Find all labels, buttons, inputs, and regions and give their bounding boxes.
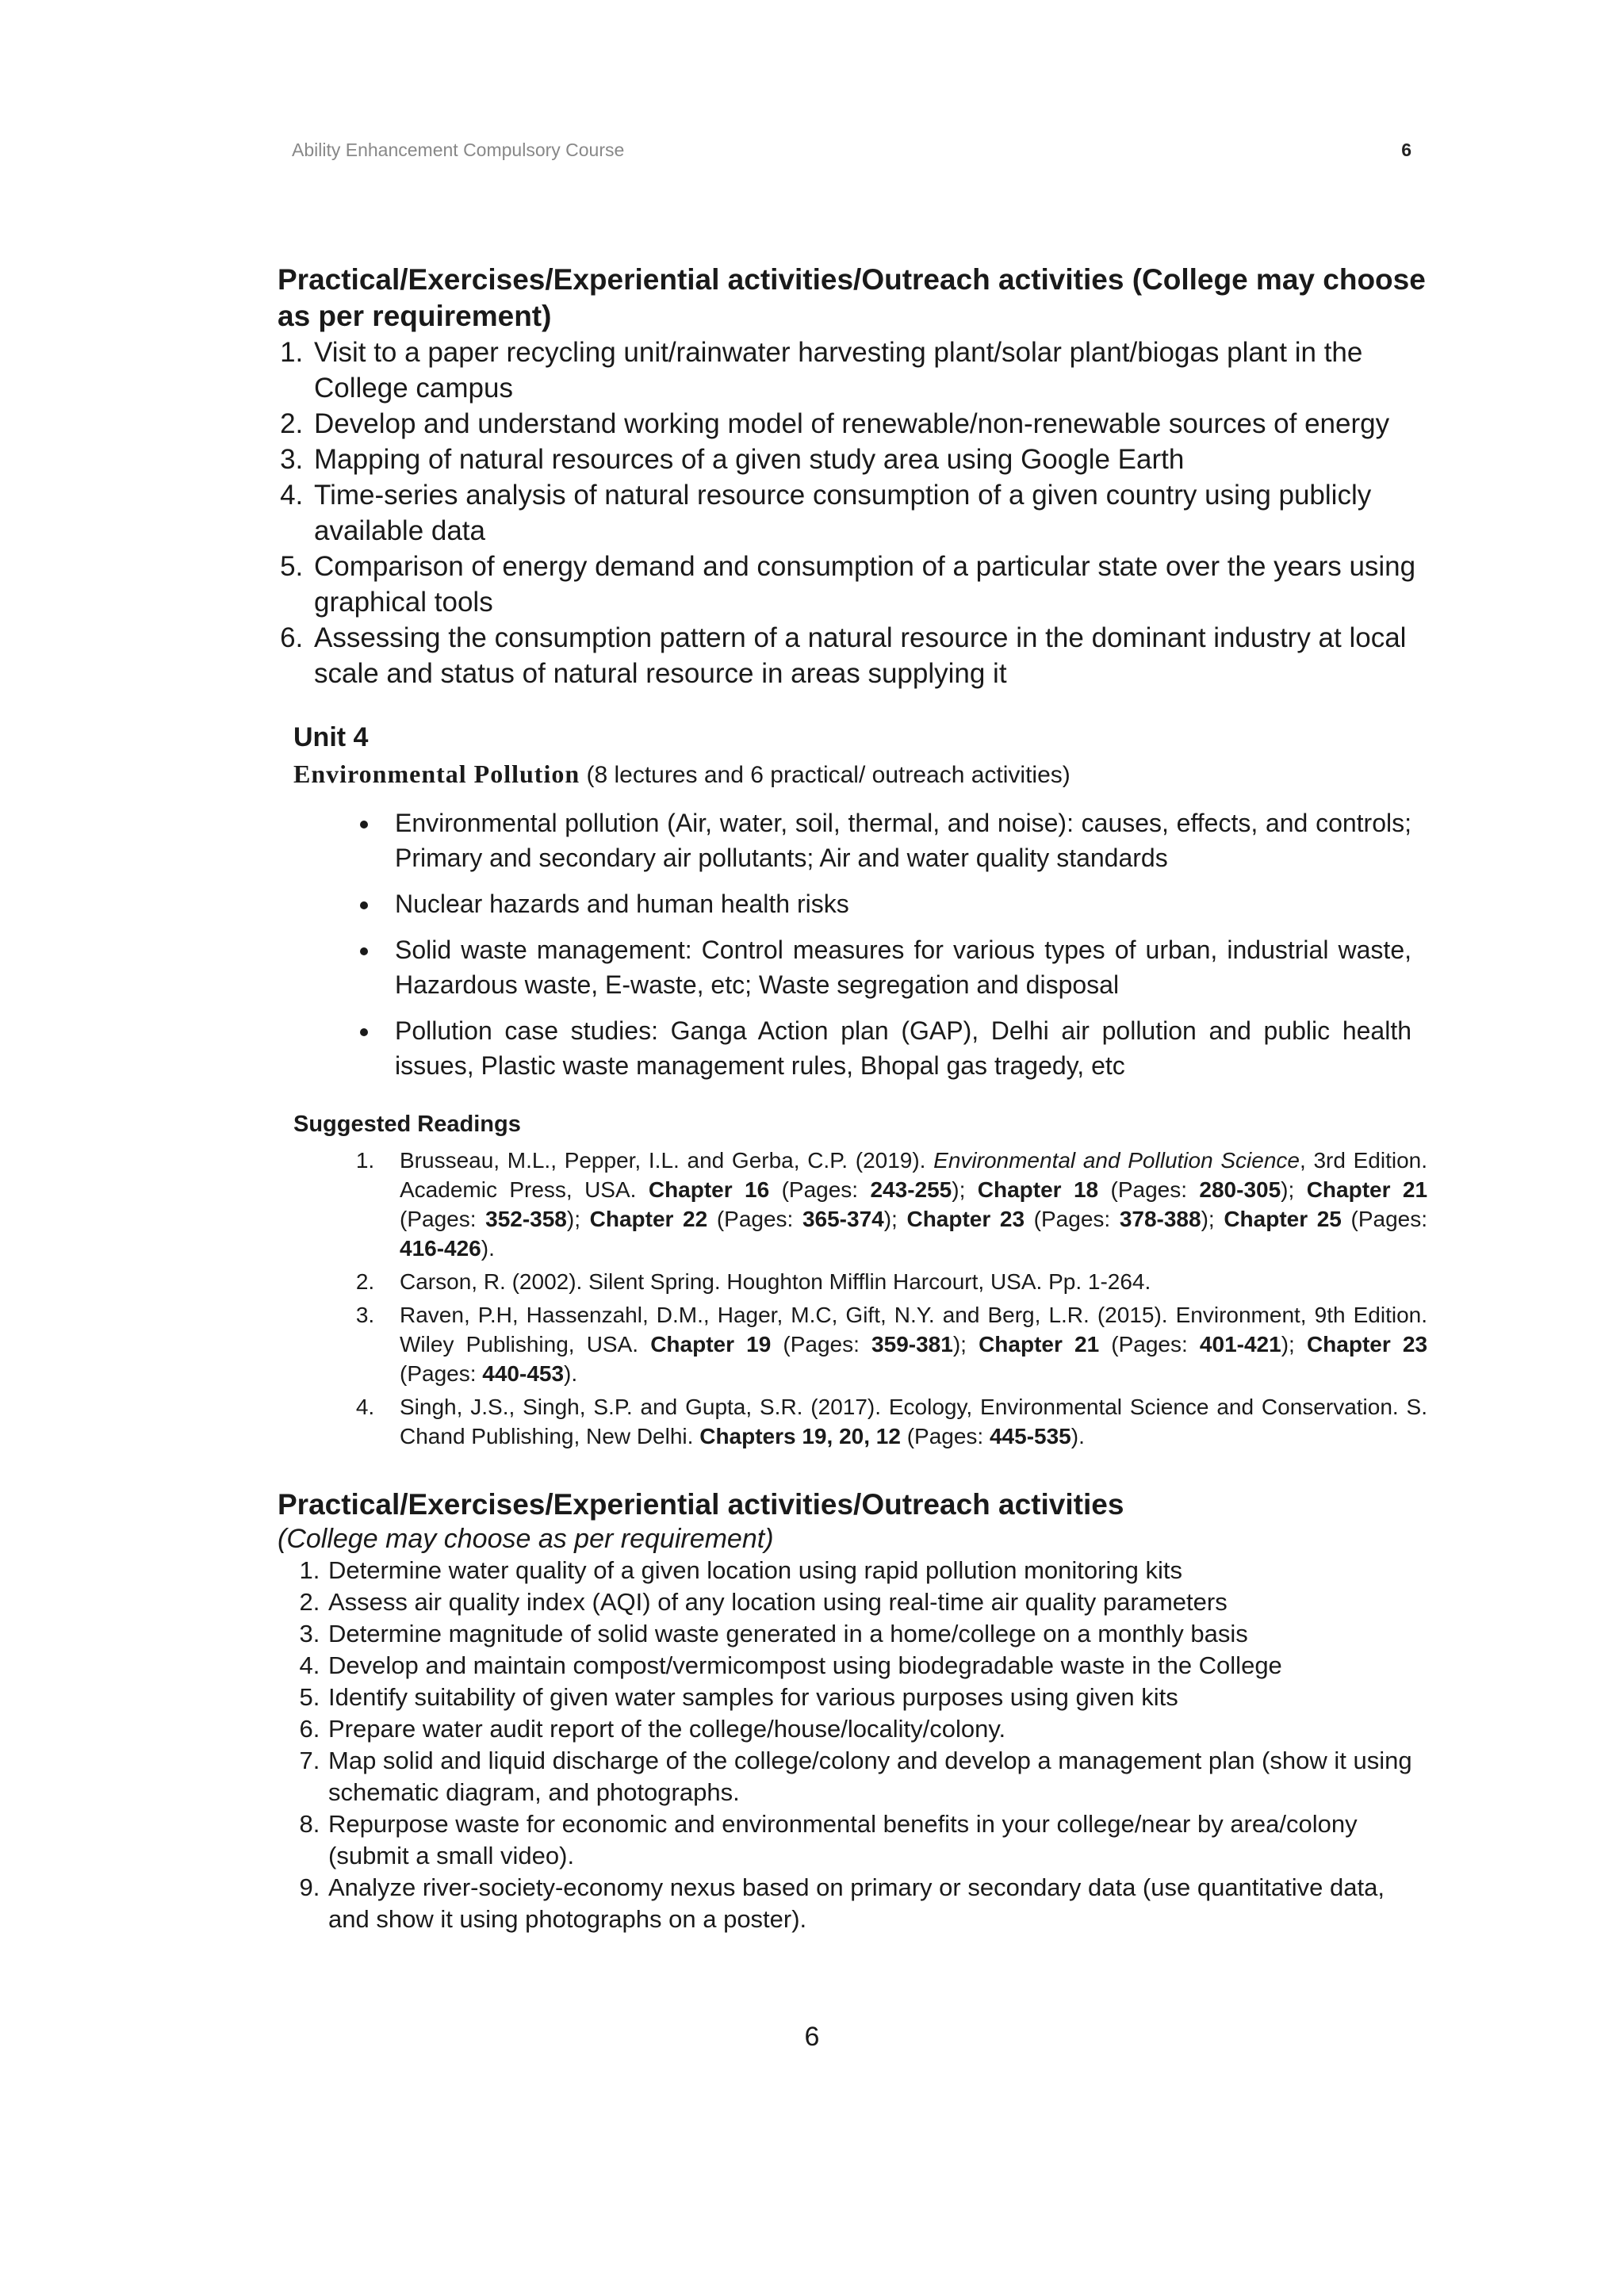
readings-list xyxy=(278,1146,1427,1451)
unit-name: Environmental Pollution xyxy=(293,760,580,788)
unit-title: Unit 4 xyxy=(293,722,369,752)
unit-details: (8 lectures and 6 practical/ outreach activities) xyxy=(586,762,1071,788)
list-item: 3. Determine magnitude of solid waste generated in a home/college on a monthly basis xyxy=(327,1618,1427,1650)
reading-item: 1. Brusseau, M.L., Pepper, I.L. and Gerba, C.P. (2019). Environmental and Pollution Science, 3rd Edition. Academic Press, USA. Chapter 16 (Pages: 243-255); Chapter 18 (Pages: 280-305); Chapter 21 (Pages: 352-358); Chapter 22 (Pages: 365-374); Chapter 23 (Pages: 378-388); Chapter 25 (Pages: 416-426). xyxy=(381,1146,1427,1263)
practical-list-1 xyxy=(278,335,1427,691)
practical-subheading-2: (College may choose as per requirement) xyxy=(278,1524,774,1554)
header-title: Ability Enhancement Compulsory Course xyxy=(292,140,625,160)
footer-page-number: 6 xyxy=(804,2022,820,2052)
list-item: 6. Assessing the consumption pattern of a natural resource in the dominant industry at local scale and status of natural resource in areas supplying it xyxy=(311,620,1427,691)
list-item: 2. Develop and understand working model of renewable/non-renewable sources of energy xyxy=(311,406,1427,442)
readings-title: Suggested Readings xyxy=(293,1112,521,1137)
list-item: • Nuclear hazards and human health risks xyxy=(381,886,1411,921)
list-item: 3. Mapping of natural resources of a given study area using Google Earth xyxy=(311,442,1427,477)
practical-heading-2: Practical/Exercises/Experiential activities/Outreach activities xyxy=(278,1488,1124,1521)
unit-line xyxy=(293,758,1427,791)
list-item: 5. Identify suitability of given water samples for various purposes using given kits xyxy=(327,1682,1427,1713)
list-item: 7. Map solid and liquid discharge of the college/colony and develop a management plan (show it using schematic diagram, and photographs. xyxy=(327,1745,1427,1808)
list-item: 4. Time-series analysis of natural resource consumption of a given country using publicly available data xyxy=(311,477,1427,549)
list-item: 9. Analyze river-society-economy nexus based on primary or secondary data (use quantitative data, and show it using photographs on a poster). xyxy=(327,1872,1427,1935)
list-item: 1. Visit to a paper recycling unit/rainwater harvesting plant/solar plant/biogas plant in the College campus xyxy=(311,335,1427,406)
list-item: 2. Assess air quality index (AQI) of any location using real-time air quality parameters xyxy=(327,1586,1427,1618)
list-item: • Environmental pollution (Air, water, soil, thermal, and noise): causes, effects, and controls; Primary and secondary air pollutants; Air and water quality standards xyxy=(381,806,1411,875)
list-item: • Pollution case studies: Ganga Action plan (GAP), Delhi air pollution and public health issues, Plastic waste management rules, Bhopal gas tragedy, etc xyxy=(381,1013,1411,1083)
list-item: 8. Repurpose waste for economic and environmental benefits in your college/near by area/colony (submit a small video). xyxy=(327,1808,1427,1872)
list-item: • Solid waste management: Control measures for various types of urban, industrial waste, Hazardous waste, E-waste, etc; Waste segregation and disposal xyxy=(381,932,1411,1002)
running-header xyxy=(292,140,1411,161)
reading-item: 3. Raven, P.H, Hassenzahl, D.M., Hager, M.C, Gift, N.Y. and Berg, L.R. (2015). Environment, 9th Edition. Wiley Publishing, USA. Chapter 19 (Pages: 359-381); Chapter 21 (Pages: 401-421); Chapter 23 (Pages: 440-453). xyxy=(381,1300,1427,1388)
reading-item: 2. Carson, R. (2002). Silent Spring. Houghton Mifflin Harcourt, USA. Pp. 1-264. xyxy=(381,1267,1427,1296)
practical-heading-1: Practical/Exercises/Experiential activities/Outreach activities (College may choose as per requirement) xyxy=(278,263,1426,332)
list-item: 1. Determine water quality of a given location using rapid pollution monitoring kits xyxy=(327,1555,1427,1586)
page-content xyxy=(278,262,1427,1935)
unit-topic-list xyxy=(278,806,1411,1083)
list-item: 4. Develop and maintain compost/vermicompost using biodegradable waste in the College xyxy=(327,1650,1427,1682)
practical-list-2 xyxy=(278,1555,1427,1935)
list-item: 5. Comparison of energy demand and consumption of a particular state over the years using graphical tools xyxy=(311,549,1427,620)
list-item: 6. Prepare water audit report of the college/house/locality/colony. xyxy=(327,1713,1427,1745)
reading-item: 4. Singh, J.S., Singh, S.P. and Gupta, S.R. (2017). Ecology, Environmental Science and Conservation. S. Chand Publishing, New Delhi. Chapters 19, 20, 12 (Pages: 445-535). xyxy=(381,1392,1427,1451)
header-page-number: 6 xyxy=(1401,140,1411,160)
